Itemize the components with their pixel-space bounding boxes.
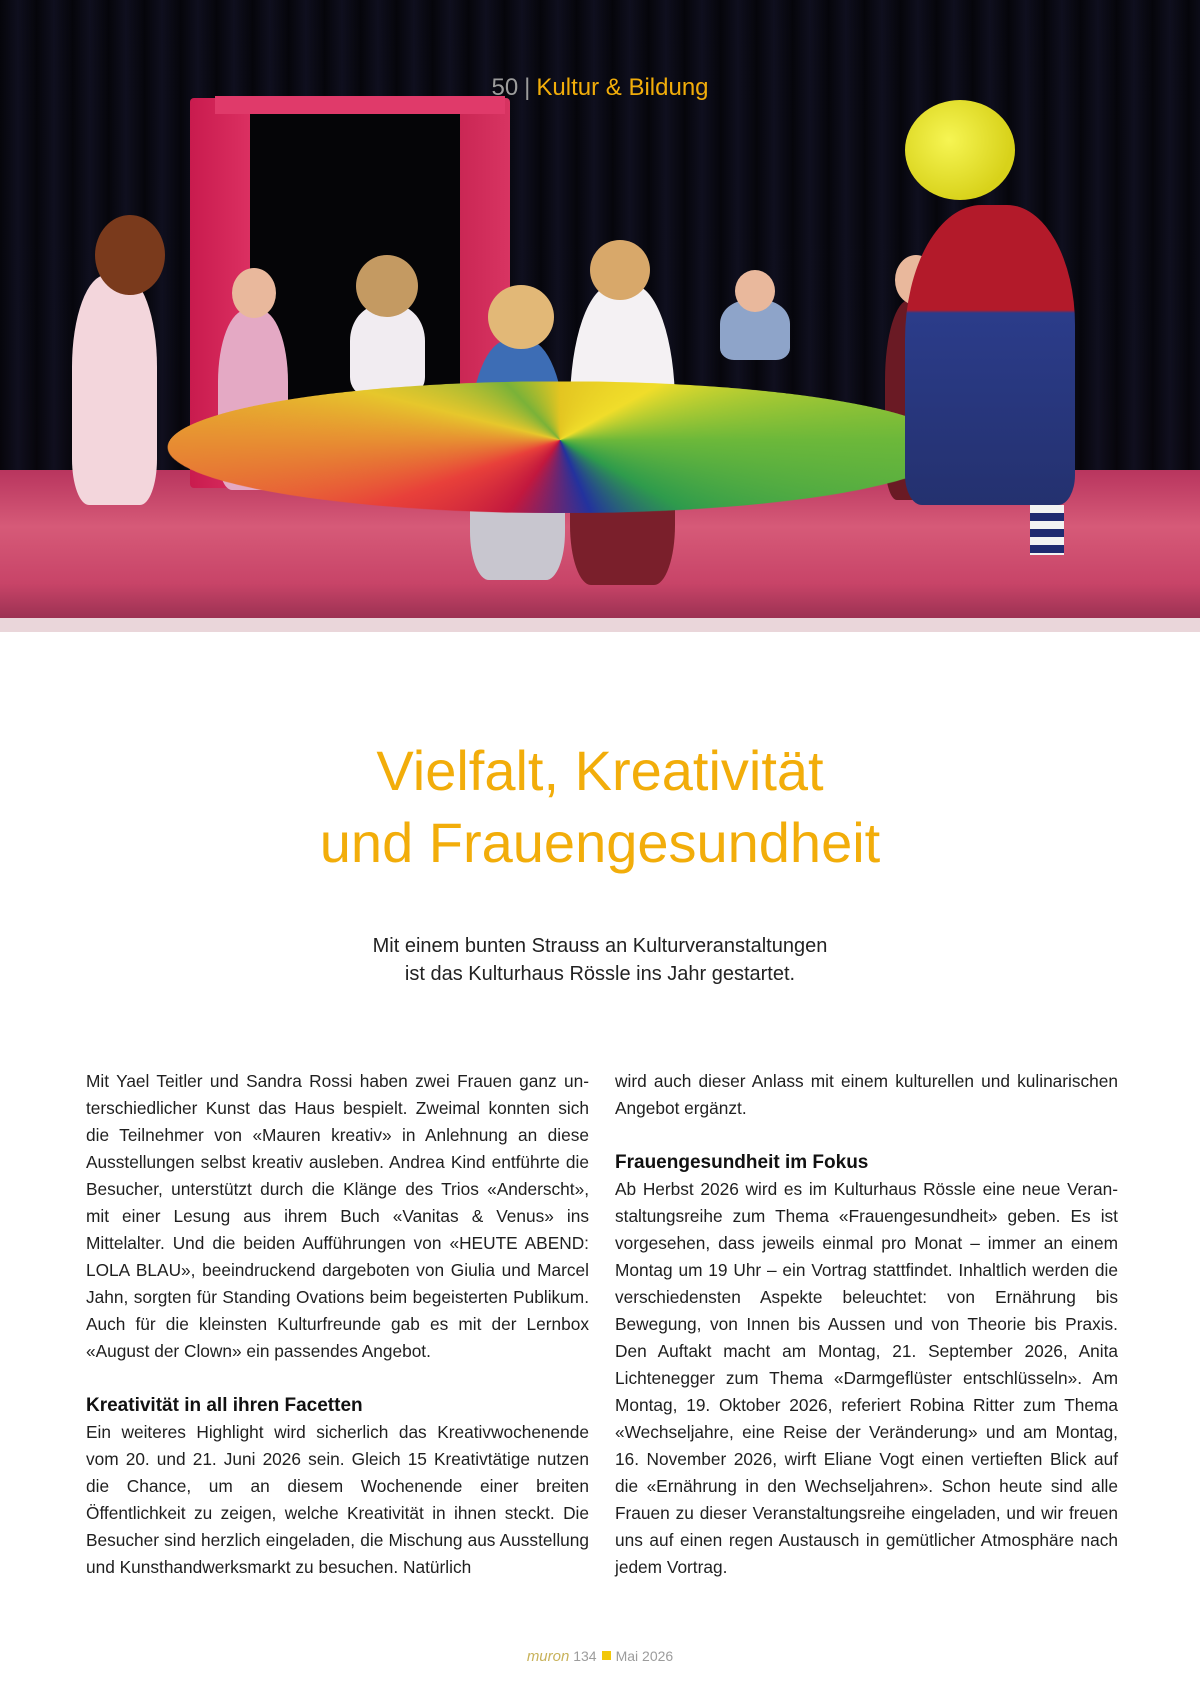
child-hair (95, 215, 165, 295)
child-figure (72, 275, 157, 505)
creativity-paragraph: Ein weiteres Highlight wird sicherlich das Kreativwochenende vom 20. und 21. Juni 2026 sein. Gleich 15 Kreativtätige nutzen die Chance, um an diesem Wochenende einer breiten Öffentlichkeit zu zeigen, welche Kreativität in ihnen steckt. Die Besucher sind herzlich eingeladen, die Mischung aus Ausstellung und Kunsthandwerksmarkt zu besuchen. Natürlich (86, 1422, 589, 1577)
article-lead-line: Mit einem bunten Strauss an Kulturveranstaltungen (372, 935, 828, 957)
section-name: Kultur & Bildung (536, 74, 709, 101)
child-head (735, 270, 775, 312)
article-lead (0, 932, 1200, 988)
child-hair (590, 240, 650, 300)
intro-paragraph: Mit Yael Teitler und Sandra Rossi haben zwei Frauen ganz unterschiedlicher Kunst das Haus bespielt. Zweimal konnten sich die Teilnehmer von «Mauren kreativ» in Anlehnung an diese Ausstellungen selbst kreativ ausleben. Andrea Kind entführte die Besucher, unterstützt durch die Klänge des Trios «Anderscht», mit einer Lesung aus ihrem Buch «Vanitas & Venus» ins Mittelalter. Und die beiden Aufführungen von «HEUTE ABEND: LOLA BLAU», beeindruckend dargeboten von Giulia und Marcel Jahn, sorgten für Standing Ovations beim begeisterten Publikum. Auch für die kleinsten Kulturfreunde gab es mit der Lernbox «August der Clown» ein passendes Angebot. (86, 1071, 589, 1361)
article-title (0, 735, 1200, 879)
magazine-brand: muron (526, 1648, 570, 1665)
page-footer (0, 1647, 1200, 1666)
article-column-left (86, 1068, 589, 1581)
subheading-creativity: Kreativität in all ihren Facetten (86, 1395, 363, 1416)
child-head (232, 268, 276, 318)
running-header (0, 72, 1200, 104)
issue-date: Mai 2026 (615, 1648, 674, 1664)
page-number: 50 (491, 74, 519, 101)
article-title-line: und Frauengesundheit (319, 811, 881, 874)
article-column-right (615, 1068, 1118, 1581)
child-figure (350, 305, 425, 395)
clown-costume (905, 205, 1075, 505)
square-icon (602, 1651, 611, 1660)
child-hair (356, 255, 418, 317)
header-separator: | (524, 74, 531, 101)
clown-striped-socks (1030, 505, 1064, 555)
article-title-line: Vielfalt, Kreativität (376, 739, 824, 802)
clown-wig (905, 100, 1015, 200)
health-paragraph: Ab Herbst 2026 wird es im Kulturhaus Rössle eine neue Veranstaltungsreihe zum Thema «Frauengesundheit» geben. Es ist vorgesehen, dass jeweils einmal pro Monat – immer an einem Montag um 19 Uhr – ein Vortrag stattfindet. Inhaltlich werden die verschiedensten Aspekte beleuchtet: von Ernährung bis Bewegung, von Innen bis Aussen und von Theorie bis Praxis. Den Auftakt macht am Montag, 21. September 2026, Anita Lichtenegger zum Thema «Darmgeflüster entschlüsseln». Am Montag, 19. Oktober 2026, referiert Robina Ritter zum Thema «Wechseljahre, eine Reise der Veränderung» und am Montag, 16. November 2026, wirft Eliane Vogt einen vertieften Blick auf die «Ernährung in den Wechseljahren». Schon heute sind alle Frauen zu dieser Veranstaltungsreihe eingeladen, und wir freuen uns auf einen regen Austausch in gemütlicher Atmosphäre nach jedem Vortrag. (615, 1179, 1118, 1577)
article-lead-line: ist das Kulturhaus Rössle ins Jahr gestartet. (404, 963, 796, 985)
subheading-health: Frauengesundheit im Fokus (615, 1152, 869, 1173)
creativity-paragraph-continued: wird auch dieser Anlass mit einem kulturellen und kulinarischen Angebot ergänzt. (615, 1071, 1118, 1118)
paragraph-gap (86, 1365, 589, 1392)
issue-number: 134 (573, 1648, 597, 1664)
paragraph-gap (615, 1122, 1118, 1149)
child-hair (488, 285, 554, 349)
stage-edge (0, 618, 1200, 632)
